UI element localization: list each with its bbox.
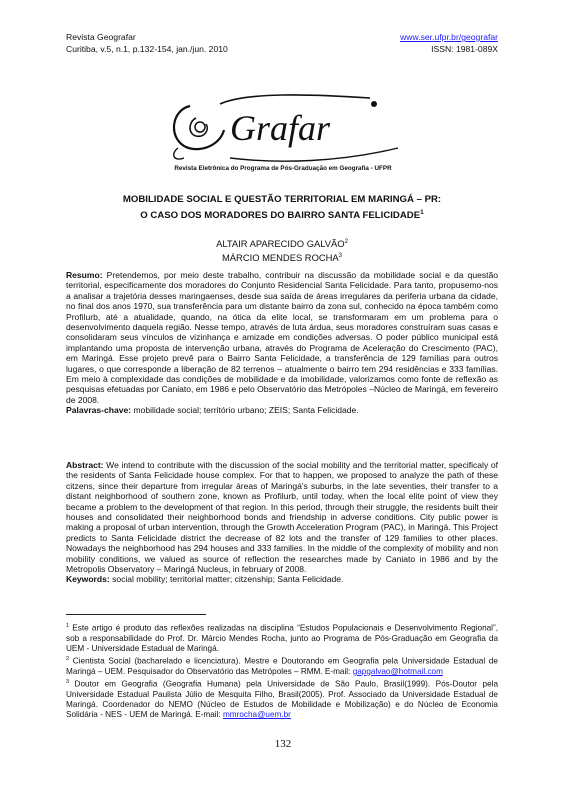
citation-info: Curitiba, v.5, n.1, p.132-154, jan./jun. 2010 bbox=[66, 43, 228, 54]
footnote-divider bbox=[66, 614, 206, 615]
keywords bbox=[66, 574, 498, 584]
footnote-2 bbox=[66, 654, 498, 677]
footnote-3 bbox=[66, 677, 498, 720]
footnote-ref-3[interactable]: 3 bbox=[338, 253, 343, 260]
journal-subtitle: Revista Eletrônica do Programa de Pós-Graduação em Geografia - UFPR bbox=[174, 165, 392, 172]
footnote-marker: 1 bbox=[66, 623, 70, 629]
abstract-label: Abstract: bbox=[66, 460, 104, 470]
journal-url-link[interactable]: www.ser.ufpr.br/geografar bbox=[400, 32, 498, 42]
resumo-text: Pretendemos, por meio deste trabalho, contribuir na discussão da mobilidade social e da questão territorial, especificamente dos moradores do Conjunto Residencial Santa Felicidade. Para tanto, propusemo-nos a analisar a trajetória desses maringaenses, desde sua saída de áreas irregulares da periferia urbana da cidade, no final dos anos 1970, sua transferência para um distante bairro da zona sul, conhecido na época também como Profilurb, até a atualidade, quando, na ótica da elite local, se transformaram em um problema para o desenvolvimento daquela região. Nesse tempo, através de luta árdua, seus moradores construíram suas casas e consolidaram seus vínculos de vizinhança e amizade em condições adversas. O poder público municipal está implantando uma proposta de intervenção urbana, através do Programa de Aceleração do Crescimento (PAC), em Maringá. Esse projeto prevê para o Bairro Santa Felicidade, a transferência de 129 famílias para outros lugares, o que corresponde a liberação de 82 terrenos – atualmente o bairro tem 294 residências e 333 famílias. Em meio à complexidade das condições de mobilidade e da imobilidade, valorizamos como fonte de reflexão as pesquisas efetuadas por Caniato, em 1986 e pelo Observatório das Metrópoles –Núcleo de Maringá, em fevereiro de 2008. bbox=[66, 270, 498, 405]
footnotes bbox=[66, 621, 498, 720]
palavras-chave-label: Palavras-chave: bbox=[66, 405, 132, 416]
footnote-ref-1[interactable]: 1 bbox=[420, 208, 424, 216]
author-1 bbox=[66, 236, 498, 250]
author-name: MÁRCIO MENDES ROCHA bbox=[221, 252, 339, 264]
author-list bbox=[66, 236, 498, 264]
footnote-marker: 3 bbox=[66, 678, 70, 685]
page-header bbox=[66, 32, 498, 55]
footnote-marker: 2 bbox=[66, 656, 70, 663]
svg-text:Grafar: Grafar bbox=[230, 108, 331, 148]
author-2 bbox=[66, 250, 498, 264]
geografar-logo bbox=[160, 88, 410, 166]
journal-name: Revista Geografar bbox=[66, 32, 136, 42]
email-link[interactable]: gapgalvao@hotmail.com bbox=[352, 666, 443, 676]
palavras-chave-text: mobilidade social; território urbano; ZEIS; Santa Felicidade. bbox=[131, 405, 359, 416]
title-line-2-text: O CASO DOS MORADORES DO BAIRRO SANTA FELICIDADE bbox=[140, 209, 421, 221]
abstract-text: We intend to contribute with the discussion of the social mobility and the territorial matter, specificaly of the residents of Santa Felicidade house complex. For that to happen, we proposed to analyze the path of these citzens, since their departure from irregular áreas of Maringá's suburbs, in the late seventies, their transfer to a distant neighborhood of southern zone, known as Profilurb, until today, when the local elite point of view they became a problem to the development of that region. In this period, through their struggle, the residents built their houses and consolidated their neighborhood bonds and friendship in adverse conditions. City public power is making a proposal of urban intervention, through the Growth Acceleration Program (PAC), in Maringá. This Project predicts to Santa Felicidade district the decrease of 82 lots and the transfer of 129 families to other places. Nowadays the neighborhood has 294 houses and 333 families. In the middle of the complexity of mobility and non mobility conditions, we valued as source of reflection the researches made by Caniato in 1986 and by the Metropolis Observatory – Maringá Nucleus, in february of 2008. bbox=[66, 460, 498, 575]
keywords-text: social mobility; territorial matter; citzenship; Santa Felicidade. bbox=[109, 574, 344, 585]
footnote-ref-2[interactable]: 2 bbox=[344, 239, 348, 245]
article-title bbox=[66, 194, 498, 222]
title-line-2 bbox=[66, 207, 498, 223]
abstract-section bbox=[66, 460, 498, 585]
resumo-section bbox=[66, 270, 498, 416]
author-name: ALTAIR APARECIDO GALVÃO bbox=[216, 238, 345, 250]
title-line-1: MOBILIDADE SOCIAL E QUESTÃO TERRITORIAL EM MARINGÁ – PR: bbox=[122, 194, 442, 205]
footnote-1 bbox=[66, 621, 498, 654]
abstract-body bbox=[66, 460, 498, 574]
resumo-body bbox=[66, 270, 498, 405]
footnote-text: Este artigo é produto das reflexões realizadas na disciplina “Estudos Populacionais e Desenvolvimento Regional”, sob a responsabilidade do Prof. Dr. Márcio Mendes Rocha, junto ao Programa de Pós-Graduação em Geografia da UEM - Universidade Estadual de Maringá. bbox=[66, 623, 498, 653]
email-link[interactable]: mmrocha@uem.br bbox=[222, 709, 291, 719]
keywords-label: Keywords: bbox=[66, 574, 110, 585]
footnote-text: Cientista Social (bacharelado e licenciatura). Mestre e Doutorando em Geografia pela Universidade Estadual de Maringá – UEM. Pesquisador do Observatório das Metrópoles – RMM. E-mail: bbox=[66, 656, 498, 676]
palavras-chave bbox=[66, 405, 498, 415]
issn: ISSN: 1981-089X bbox=[431, 43, 498, 54]
page-number: 132 bbox=[274, 738, 292, 750]
footnote-text: Doutor em Geografia (Geografia Humana) pela Universidade de São Paulo, Brasil(1999). Pós-Doutor pela Universidade Estadual Paulista Júlio de Mesquita Filho, Brasil(2005). Prof. Associado da Universidade Estadual de Maringá. Coordenador do NEMO (Núcleo de Estudos de Mobilidade e Mobilização) e do Núcleo de Economia Solidária - NES - UEM de Maringá. E-mail: bbox=[66, 679, 498, 719]
resumo-label: Resumo: bbox=[66, 270, 103, 280]
